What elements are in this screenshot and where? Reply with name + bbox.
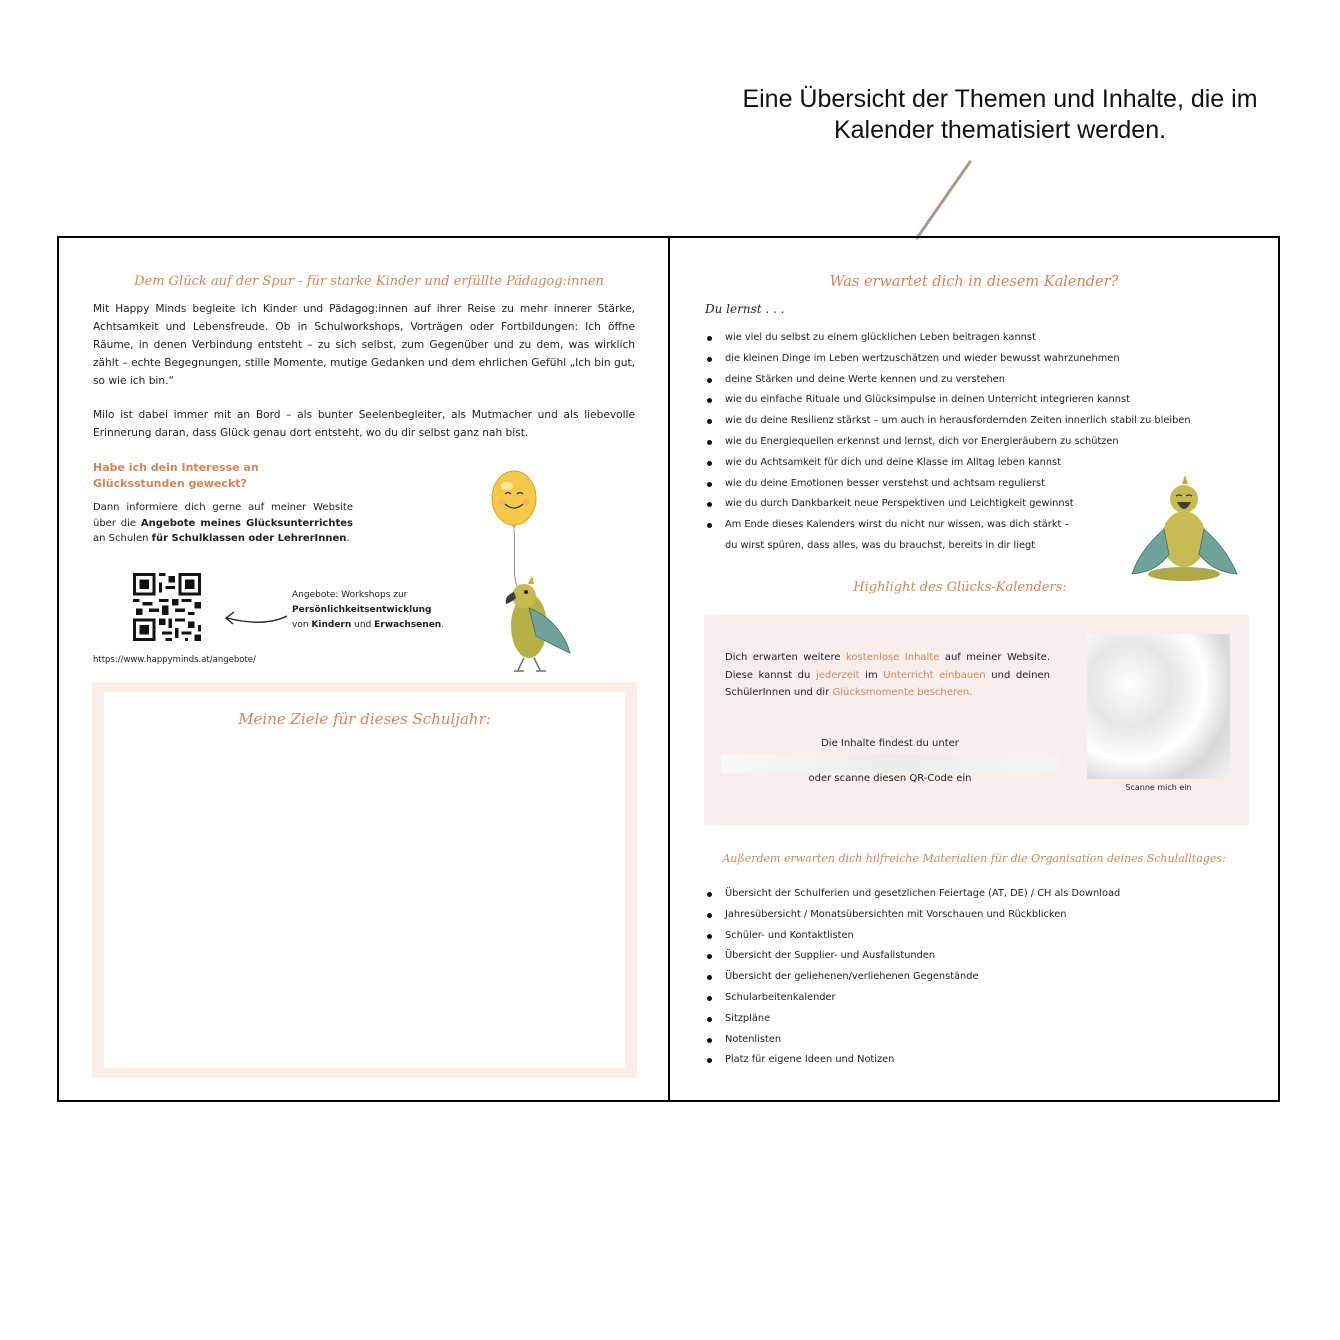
learn-item-text: wie du deine Emotionen besser verstehst und achtsam regulierst <box>725 477 1045 489</box>
visit-suffix: . <box>346 533 350 544</box>
material-item-text: Notenlisten <box>725 1033 782 1045</box>
offer-line-2: Persönlichkeitsentwicklung <box>292 605 432 615</box>
list-item <box>705 1009 1245 1030</box>
goals-panel <box>92 682 637 1078</box>
list-item <box>705 328 1245 349</box>
hl-part: Dich erwarten weitere <box>725 652 846 663</box>
bullet-icon <box>707 336 712 341</box>
intro-text <box>93 300 635 458</box>
scan-me-label: Scanne mich ein <box>1125 783 1192 792</box>
learn-item-text: wie du einfache Rituale und Glücksimpulse in deinen Unterricht integrieren kannst <box>725 394 1130 406</box>
caption-text: Eine Übersicht der Themen und Inhalte, die im Kalender thematisiert werden. <box>742 85 1258 144</box>
offer-line-1: Angebote: Workshops zur <box>292 590 408 600</box>
blurred-qr-code[interactable] <box>1087 634 1230 779</box>
learn-label: Du lernst . . . <box>705 302 785 316</box>
goals-writing-area[interactable] <box>104 692 625 1068</box>
calendar-spread <box>57 236 1280 1102</box>
scan-text: oder scanne diesen QR-Code ein <box>808 773 972 784</box>
list-item <box>705 988 1245 1009</box>
bullet-icon <box>707 482 712 487</box>
bullet-icon <box>707 954 712 959</box>
hl-accent: kostenlose Inhalte <box>845 652 940 663</box>
visit-prefix: Dann informiere dich gerne auf meiner Website über die <box>93 502 353 529</box>
visit-target: für Schulklassen oder LehrerInnen <box>151 533 347 544</box>
right-page-title: Was erwartet dich in diesem Kalender? <box>829 274 1119 290</box>
materials-list <box>705 884 1245 1071</box>
visit-offers: Angebote meines Glücksunterrichtes <box>140 517 353 529</box>
hl-accent: jederzeit <box>815 669 860 681</box>
balloon-bird-illustration <box>484 468 584 678</box>
bullet-icon <box>707 1058 712 1063</box>
bullet-icon <box>707 996 712 1001</box>
learn-item-text: wie du deine Resilienz stärkst – um auch in herausfordernden Zeiten innerlich stabil zu bleiben <box>725 415 1191 427</box>
offer-von: von <box>292 620 312 630</box>
curved-arrow-icon <box>221 606 291 630</box>
highlight-text <box>725 649 1050 702</box>
learn-item-text: wie du Achtsamkeit für dich und deine Klasse im Alltag leben kannst <box>725 456 1061 468</box>
list-item <box>705 411 1245 432</box>
learn-item-text: wie viel du selbst zu einem glücklichen Leben beitragen kannst <box>725 332 1036 343</box>
offer-adults: Erwachsenen <box>374 620 442 630</box>
material-item-text: Übersicht der Schulferien und gesetzlichen Feiertage (AT, DE) / CH als Download <box>725 888 1121 899</box>
material-item-text: Platz für eigene Ideen und Notizen <box>725 1054 895 1066</box>
bullet-icon <box>707 357 712 362</box>
offer-line-3 <box>292 618 452 633</box>
list-item <box>705 349 1245 370</box>
list-item <box>705 370 1245 391</box>
bullet-icon <box>707 1038 712 1043</box>
bullet-icon <box>707 892 712 897</box>
material-item-text: Schüler- und Kontaktlisten <box>725 929 854 941</box>
bullet-icon <box>707 1017 712 1022</box>
find-text: Die Inhalte findest du unter <box>821 738 959 749</box>
material-item-text: Übersicht der geliehenen/verliehenen Gegenstände <box>725 971 979 983</box>
pointer-line <box>900 158 980 240</box>
hl-accent: Unterricht einbauen <box>883 669 986 681</box>
list-item <box>705 884 1245 905</box>
hl-part: im <box>859 669 884 681</box>
goals-title: Meine Ziele für dieses Schuljahr: <box>238 710 491 728</box>
qr-code[interactable] <box>133 573 201 641</box>
learn-item-text: Am Ende dieses Kalenders wirst du nicht nur wissen, was dich stärkt – <box>725 519 1070 531</box>
yoga-bird-illustration <box>1127 474 1242 584</box>
bullet-icon <box>707 502 712 507</box>
list-item <box>705 453 1245 474</box>
left-page-title: Dem Glück auf der Spur - für starke Kinder und erfüllte Pädagog:innen <box>134 274 604 289</box>
right-page <box>670 238 1278 1100</box>
materials-title: Außerdem erwarten dich hilfreiche Materialien für die Organisation deines Schulalltages: <box>722 852 1226 865</box>
interest-heading: Habe ich dein Interesse an Glücksstunden geweckt? <box>93 461 259 490</box>
list-item <box>705 905 1245 926</box>
list-item <box>705 432 1245 453</box>
left-page <box>59 238 668 1100</box>
offer-end: . <box>441 620 445 630</box>
offer-und: und <box>351 620 375 630</box>
material-item-text: Sitzpläne <box>725 1012 771 1024</box>
list-item <box>705 1050 1245 1071</box>
bullet-icon <box>707 913 712 918</box>
list-item <box>705 967 1245 988</box>
website-link[interactable]: https://www.happyminds.at/angebote/ <box>93 655 256 665</box>
learn-item-text: wie du durch Dankbarkeit neue Perspektiven und Leichtigkeit gewinnst <box>725 498 1074 510</box>
visit-mid: an Schulen <box>93 533 152 544</box>
bullet-icon <box>707 975 712 980</box>
list-item <box>705 1030 1245 1051</box>
material-item-text: Jahresübersicht / Monatsübersichten mit Vorschauen und Rückblicken <box>725 908 1067 920</box>
hl-part: und deinen SchülerInnen und dir <box>725 669 1050 698</box>
hl-part: auf meiner Website. Diese kannst du <box>725 652 1051 681</box>
intro-paragraph-2: Milo ist dabei immer mit an Bord – als bunter Seelenbegleiter, als Mutmacher und als liebevolle Erinnerung daran, dass Glück genau dort entsteht, wo du dir selbst ganz nah bist. <box>93 409 635 439</box>
intro-paragraph-1: Mit Happy Minds begleite ich Kinder und Pädagog:innen auf ihrer Reise zu mehr innerer Stärke, Achtsamkeit und Lebensfreude. Ob in Schulworkshops, Vorträgen oder Fortbildungen: Ich öffne Räume, in denen Verbindung entsteht – zu sich selbst, zum Gegenüber und zu dem, was wirklich zählt – echte Begegnungen, stille Momente, mutige Gedanken und dem ehrlichen Gefühl „Ich bin gut, so wie ich bin.“ <box>93 303 635 387</box>
learn-item-text: wie du Energiequellen erkennst und lernst, dich vor Energieräubern zu schützen <box>725 435 1119 447</box>
learn-item-text: deine Stärken und deine Werte kennen und zu verstehen <box>725 373 1005 385</box>
offer-text <box>292 588 452 633</box>
blurred-url-bar[interactable] <box>721 754 1058 773</box>
bullet-icon <box>707 523 712 528</box>
highlight-title: Highlight des Glücks-Kalenders: <box>853 580 1067 595</box>
material-item-text: Übersicht der Supplier- und Ausfallstunden <box>725 950 936 962</box>
material-item-text: Schularbeitenkalender <box>725 991 836 1003</box>
learn-item-text: die kleinen Dinge im Leben wertzuschätzen und wieder bewusst wahrzunehmen <box>725 352 1120 364</box>
learn-item-text: du wirst spüren, dass alles, was du brauchst, bereits in dir liegt <box>725 539 1036 551</box>
bullet-icon <box>707 398 712 403</box>
list-item <box>705 946 1245 967</box>
highlight-box <box>704 615 1249 825</box>
hl-accent: Glücksmomente bescheren. <box>832 687 973 698</box>
bullet-icon <box>707 419 712 424</box>
list-item <box>705 390 1245 411</box>
offer-kids: Kindern <box>311 620 352 630</box>
visit-text <box>93 500 353 547</box>
bullet-icon <box>707 461 712 466</box>
bullet-icon <box>707 934 712 939</box>
list-item <box>705 926 1245 947</box>
bullet-icon <box>707 440 712 445</box>
bullet-icon <box>707 378 712 383</box>
